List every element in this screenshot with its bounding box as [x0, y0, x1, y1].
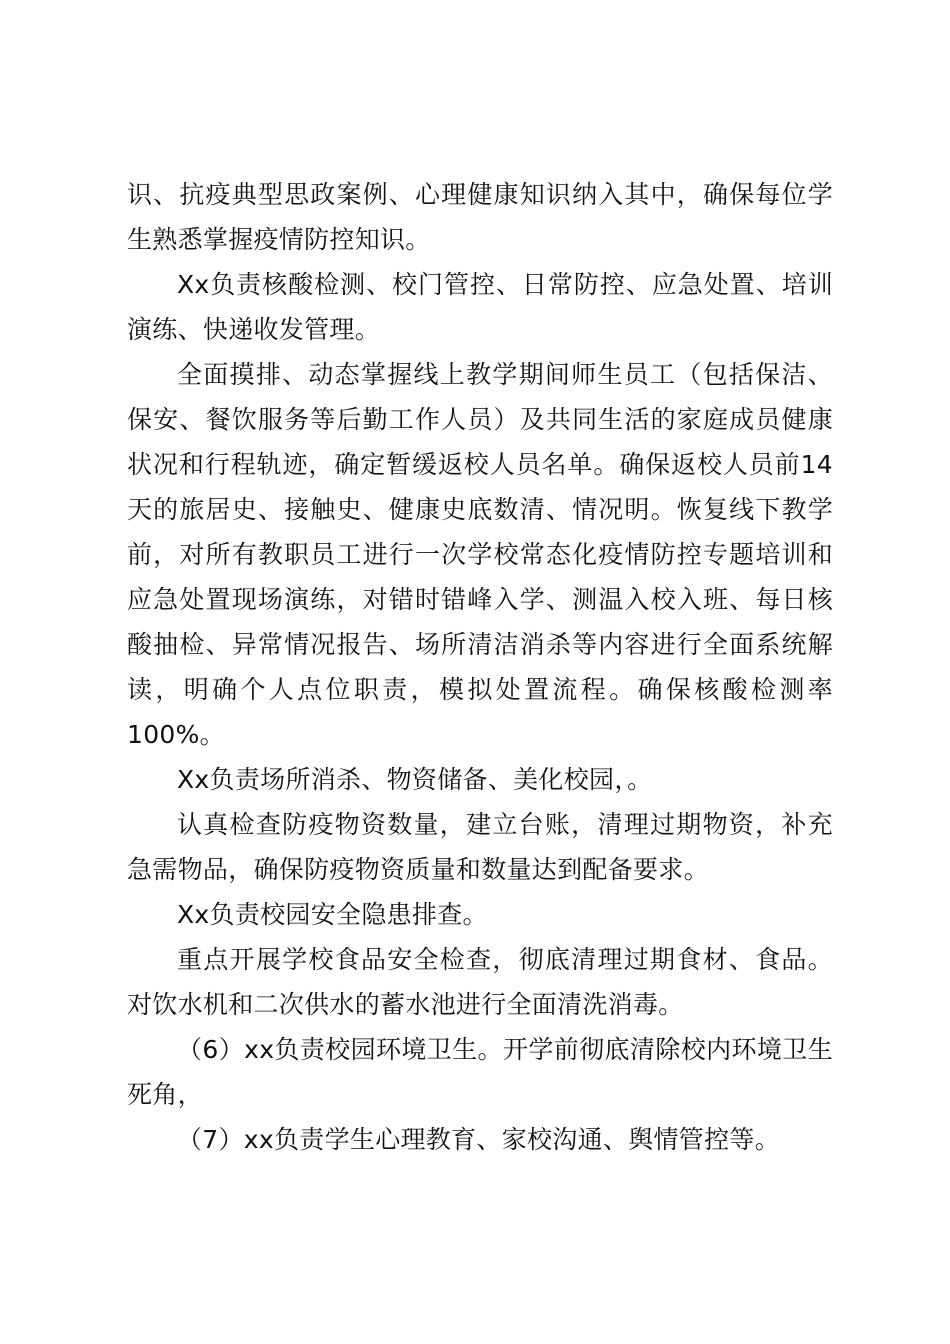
- paragraph-staff-screening: 全面摸排、动态掌握线上教学期间师生员工（包括保洁、保安、餐饮服务等后勤工作人员）及共同生活的家庭成员健康状况和行程轨迹，确定暂缓返校人员名单。确保返校人员前14天的旅居史、接触史、健康史底数清、情况明。恢复线下教学前，对所有教职员工进行一次学校常态化疫情防控专题培训和应急处置现场演练，对错时错峰入学、测温入校入班、每日核酸抽检、异常情况报告、场所清洁消杀等内容进行全面系统解读，明确个人点位职责，模拟处置流程。确保核酸检测率100%。: [127, 360, 833, 749]
- paragraph-disinfection: Xx负责场所消杀、物资储备、美化校园，。: [177, 765, 653, 794]
- paragraph-supplies-check: 认真检查防疫物资数量，建立台账，清理过期物资，补充急需物品，确保防疫物资质量和数量达到配备要求。: [127, 810, 833, 884]
- paragraph-safety-inspection: Xx负责校园安全隐患排查。: [177, 900, 488, 929]
- paragraph-nucleic-testing: Xx负责核酸检测、校门管控、日常防控、应急处置、培训演练、快递收发管理。: [127, 270, 833, 344]
- paragraph-psychological-education: （7）xx负责学生心理教育、家校沟通、舆情管控等。: [177, 1125, 780, 1154]
- paragraph-environment-hygiene: （6）xx负责校园环境卫生。开学前彻底清除校内环境卫生死角，: [127, 1035, 833, 1109]
- paragraph-food-safety: 重点开展学校食品安全检查，彻底清理过期食材、食品。对饮水机和二次供水的蓄水池进行全面清洗消毒。: [127, 945, 833, 1019]
- document-body: [127, 172, 833, 1162]
- paragraph-continuation: 识、抗疫典型思政案例、心理健康知识纳入其中，确保每位学生熟悉掌握疫情防控知识。: [127, 180, 833, 254]
